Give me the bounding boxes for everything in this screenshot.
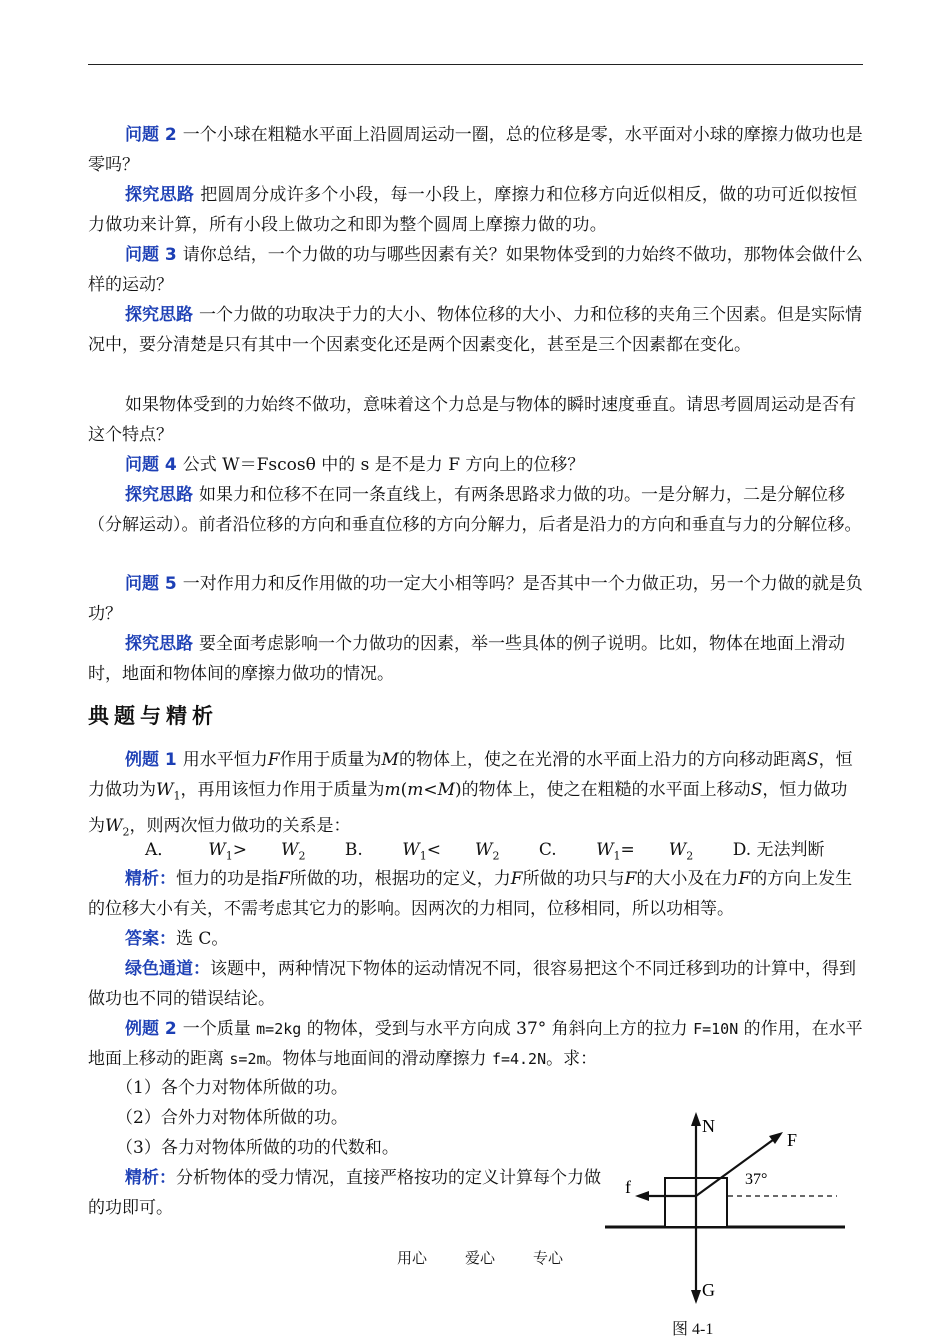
subscript: 2 (298, 849, 306, 863)
answer-3-extra (88, 390, 863, 450)
question-4 (88, 450, 863, 480)
question-text: 公式 W＝Fscosθ 中的 s 是不是力 F 方向上的位移？ (182, 455, 585, 475)
friction-arrowhead (635, 1191, 649, 1201)
answer-label: 答案： (125, 929, 176, 949)
text: 的物体，受到与水平方向成 (306, 1019, 511, 1039)
relation: = (620, 840, 635, 860)
subscript: 2 (492, 849, 500, 863)
value-mass: m=2kg (256, 1020, 302, 1038)
value-force: F=10N (693, 1020, 739, 1038)
text: 所做的功，根据功的定义，力 (289, 869, 511, 889)
question-text: 一对作用力和反作用做的功一定大小相等吗？是否其中一个力做正功，另一个力做的就是负功？ (88, 574, 863, 624)
answer-3 (88, 300, 863, 360)
green-label: 绿色通道： (125, 959, 210, 979)
subscript: 1 (613, 849, 621, 863)
answer-text: 把圆周分成许多个小段，每一小段上，摩擦力和位移方向近似相反，做的功可近似按恒力做功来计算，所有小段上做功之和即为整个圆周上摩擦力做的功。 (88, 185, 858, 235)
question-text: 一个小球在粗糙水平面上沿圆周运动一圈，总的位移是零，水平面对小球的摩擦力做功也是零吗？ (88, 125, 863, 175)
answer-label: 探究思路 (125, 305, 193, 325)
answer-label: 探究思路 (125, 185, 195, 205)
label-angle: 37° (745, 1171, 768, 1188)
symbol-F: F (738, 869, 751, 889)
analysis-1 (88, 864, 863, 924)
label-G: G (702, 1280, 715, 1300)
text: 的方向上发生的位移大小有关，不需考虑其它力的影响。因两次的力相同，位移相同，所以功相等。 (88, 869, 853, 919)
figure-caption: 图 4-1 (672, 1321, 714, 1338)
question-text: 请你总结，一个力做的功与哪些因素有关？如果物体受到的力始终不做功，那物体会做什么样的运动？ (88, 245, 863, 295)
symbol-W: W (668, 840, 687, 860)
option-c (538, 840, 694, 863)
question-5 (88, 569, 863, 629)
symbol-W: W (596, 840, 614, 860)
relation: > (232, 840, 248, 860)
symbol-W: W (402, 840, 420, 860)
symbol-F: F (510, 869, 523, 889)
answer-text: 要全面考虑影响一个力做功的因素，举一些具体的例子说明。比如，物体在地面上滑动时，地面和物体间的摩擦力做功的情况。 (88, 634, 845, 684)
subscript: 1 (225, 849, 233, 863)
option-letter: C. (538, 840, 557, 860)
relation: < (426, 840, 441, 860)
force-diagram (605, 1110, 845, 1342)
text: 作用于质量为 (279, 750, 382, 770)
question-label: 问题 4 (125, 455, 177, 475)
text: ，恒力做功为 (88, 780, 848, 837)
text: 。求： (546, 1049, 598, 1069)
question-2 (88, 120, 863, 180)
label-N: N (702, 1116, 715, 1136)
symbol-F: F (267, 750, 280, 770)
answer-1 (88, 924, 863, 954)
symbol-W: W (281, 840, 299, 860)
answer-2 (88, 180, 863, 240)
symbol-M: M (381, 750, 399, 770)
option-b (344, 840, 500, 863)
example-label: 例题 1 (125, 750, 177, 770)
label-f: f (625, 1177, 631, 1197)
answer-text: 一个力做的功取决于力的大小、物体位移的大小、力和位移的夹角三个因素。但是实际情况中，要分清楚是只有其中一个因素变化还是两个因素变化，甚至是三个因素都在变化。 (88, 305, 862, 355)
green-text: 该题中，两种情况下物体的运动情况不同，很容易把这个不同迁移到功的计算中，得到做功也不同的错误结论。 (88, 959, 856, 1009)
answer-4 (88, 480, 863, 540)
subquestion-3: （3）各力对物体所做的功的代数和。 (116, 1138, 399, 1158)
text: < (423, 780, 438, 800)
footer-item: 用心 (397, 1249, 428, 1267)
subscript: 2 (122, 825, 130, 839)
symbol-m: m (407, 780, 424, 800)
symbol-M: M (437, 780, 456, 800)
text: 的大小及在力 (636, 869, 739, 889)
example-1 (88, 745, 863, 848)
analysis-label: 精析： (125, 1168, 176, 1188)
example-2 (88, 1014, 863, 1074)
option-a (145, 840, 306, 863)
text: 用水平恒力 (182, 750, 268, 770)
text: 。物体与地面间的滑动摩擦力 (265, 1049, 487, 1069)
text: 恒力的功是指 (176, 869, 278, 889)
symbol-F: F (624, 869, 637, 889)
footer-item: 专心 (533, 1249, 564, 1267)
normal-arrowhead (691, 1112, 701, 1126)
answer-label: 探究思路 (125, 485, 193, 505)
example-label: 例题 2 (125, 1019, 177, 1039)
gravity-arrowhead (691, 1290, 701, 1304)
text: 所做的功只与 (522, 869, 625, 889)
symbol-W: W (208, 840, 226, 860)
answer-text: 如果物体受到的力始终不做功，意味着这个力总是与物体的瞬时速度垂直。请思考圆周运动是否有这个特点？ (88, 395, 856, 445)
text: 的物体上，使之在光滑的水平面上沿力的方向移动距离 (398, 750, 807, 770)
value-friction: f=4.2N (491, 1050, 547, 1068)
symbol-F: F (278, 869, 290, 889)
footer (397, 1247, 601, 1268)
symbol-S: S (750, 780, 763, 800)
symbol-W: W (474, 840, 493, 860)
text: 的作用，在水平地面上移动的距离 (88, 1019, 863, 1069)
subscript: 2 (686, 849, 694, 863)
question-3 (88, 240, 863, 300)
section-title: 典题与精析 (88, 703, 218, 728)
question-label: 问题 5 (125, 574, 177, 594)
text: ( (400, 780, 408, 800)
text: ，恒力做功为 (88, 750, 853, 800)
answer-text: 选 C。 (176, 929, 229, 949)
answer-text: 如果力和位移不在同一条直线上，有两条思路求力做的功。一是分解力，二是分解位移（分解运动）。前者沿位移的方向和垂直位移的方向分解力，后者是沿力的方向和垂直与力的分解位移。 (88, 485, 862, 535)
subquestion-1: （1）各个力对物体所做的功。 (116, 1078, 348, 1098)
subscript: 1 (419, 849, 427, 863)
option-letter: B. (344, 840, 363, 860)
text: ，则两次恒力做功的关系是： (129, 816, 351, 837)
label-F: F (787, 1130, 798, 1150)
text: ，再用该恒力作用于质量为 (180, 780, 385, 800)
answer-label: 探究思路 (125, 634, 193, 654)
green-channel (88, 954, 863, 1014)
text: 角斜向上方的拉力 (551, 1019, 688, 1039)
value-distance: s=2m (229, 1050, 266, 1068)
subscript: 1 (173, 789, 181, 803)
subquestion-2: （2）合外力对物体所做的功。 (116, 1108, 348, 1128)
symbol-S: S (806, 750, 819, 770)
question-label: 问题 2 (125, 125, 177, 145)
analysis-label: 精析： (125, 869, 176, 889)
analysis-text: 分析物体的受力情况，直接严格按功的定义计算每个力做的功即可。 (88, 1168, 601, 1218)
option-letter: A． (145, 840, 175, 860)
value-angle: 37° (516, 1019, 547, 1039)
symbol-W: W (156, 780, 174, 800)
option-d: D. 无法判断 (732, 840, 825, 860)
analysis-2 (88, 1163, 603, 1223)
header-rule (88, 64, 863, 65)
question-label: 问题 3 (125, 245, 177, 265)
text: )的物体上，使之在粗糙的水平面上移动 (455, 780, 751, 800)
footer-item: 爱心 (465, 1249, 496, 1267)
symbol-m: m (384, 780, 401, 800)
symbol-W: W (105, 816, 123, 837)
answer-5 (88, 629, 863, 689)
text: 一个质量 (182, 1019, 251, 1039)
